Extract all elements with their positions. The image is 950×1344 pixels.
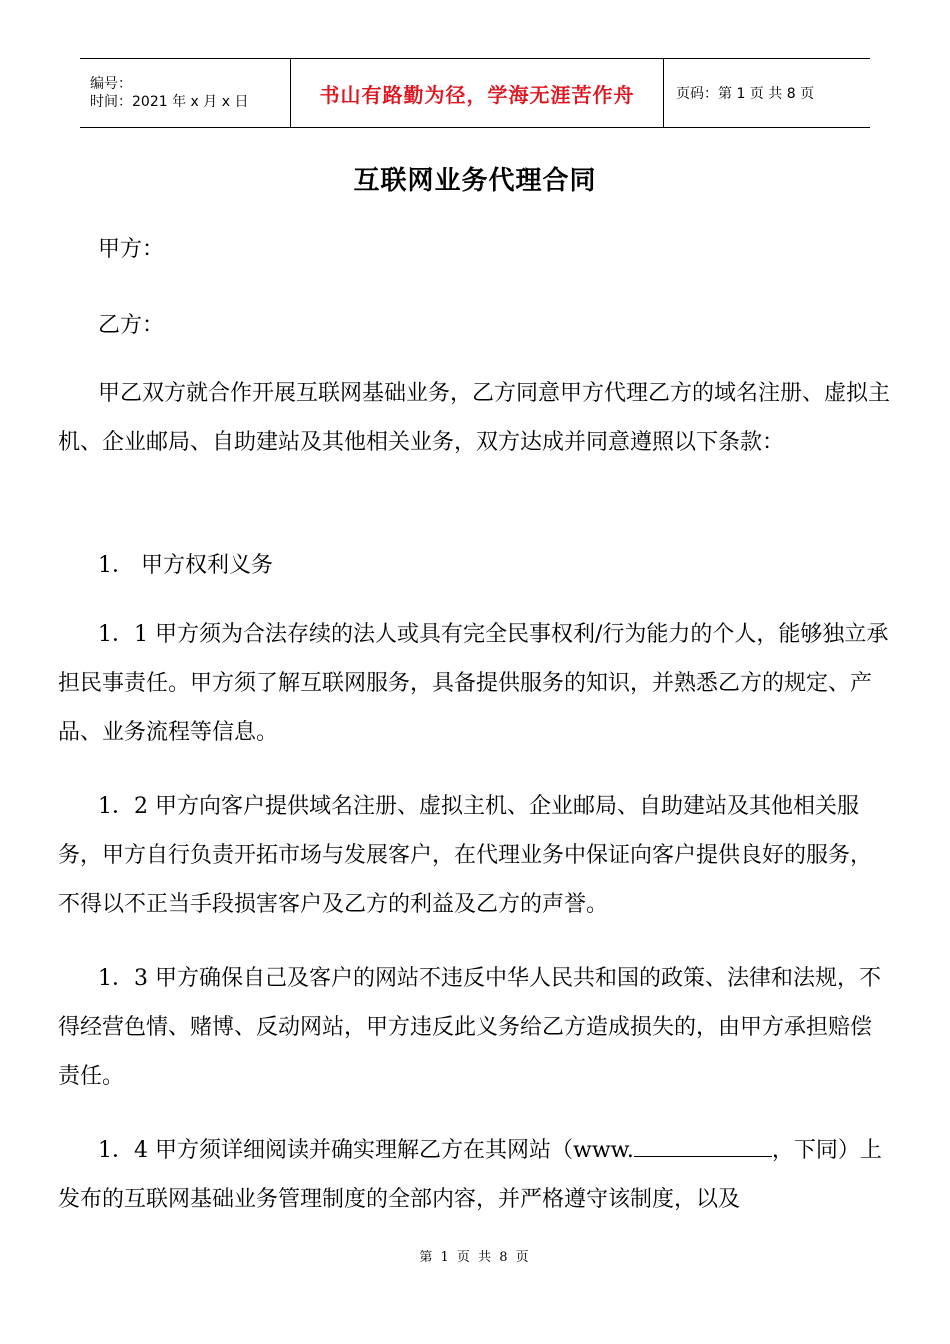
header-motto — [291, 59, 664, 127]
header-page-info: 页码：第 1 页 共 8 页 — [676, 86, 815, 102]
header-meta — [80, 59, 291, 127]
intro-paragraph: 甲乙双方就合作开展互联网基础业务，乙方同意甲方代理乙方的域名注册、虚拟主机、企业邮局、自助建站及其他相关业务，双方达成并同意遵照以下条款： — [58, 381, 891, 455]
party-a-line: 甲方： — [98, 237, 165, 262]
clause-1-3: 1．3 甲方确保自己及客户的网站不违反中华人民共和国的政策、法律和法规，不得经营色情、赌博、反动网站，甲方违反此义务给乙方造成损失的，由甲方承担赔偿责任。 — [58, 966, 881, 1089]
clause-1-2: 1．2 甲方向客户提供域名注册、虚拟主机、企业邮局、自助建站及其他相关服务，甲方自行负责开拓市场与发展客户，在代理业务中保证向客户提供良好的服务，不得以不正当手段损害客户及乙方的利益及乙方的声誉。 — [58, 794, 873, 917]
clause-1-4 — [58, 1126, 890, 1224]
party-b-line: 乙方： — [98, 313, 165, 338]
page-footer: 第 1 页 共 8 页 — [419, 1250, 531, 1265]
motto-text: 书山有路勤为径，学海无涯苦作舟 — [319, 82, 635, 107]
clause-1-4-part-b: ，下同）上发布的互联网基础业务管理制度的全部内容，并严格遵守该制度，以及 — [58, 1138, 882, 1212]
clause-1-1: 1．1 甲方须为合法存续的法人或具有完全民事权利/行为能力的个人，能够独立承担民事责任。甲方须了解互联网服务，具备提供服务的知识，并熟悉乙方的规定、产品、业务流程等信息。 — [58, 622, 889, 745]
time-label: 时间：2021 年 x 月 x 日 — [90, 94, 249, 110]
document-title: 互联网业务代理合同 — [353, 166, 597, 196]
section-1-heading: 1． 甲方权利义务 — [98, 553, 273, 578]
clause-1-4-part-a: 1．4 甲方须详细阅读并确实理解乙方在其网站（www. — [98, 1138, 634, 1163]
document-header — [80, 58, 870, 128]
number-label: 编号： — [90, 76, 132, 92]
website-blank-line — [634, 1136, 772, 1157]
